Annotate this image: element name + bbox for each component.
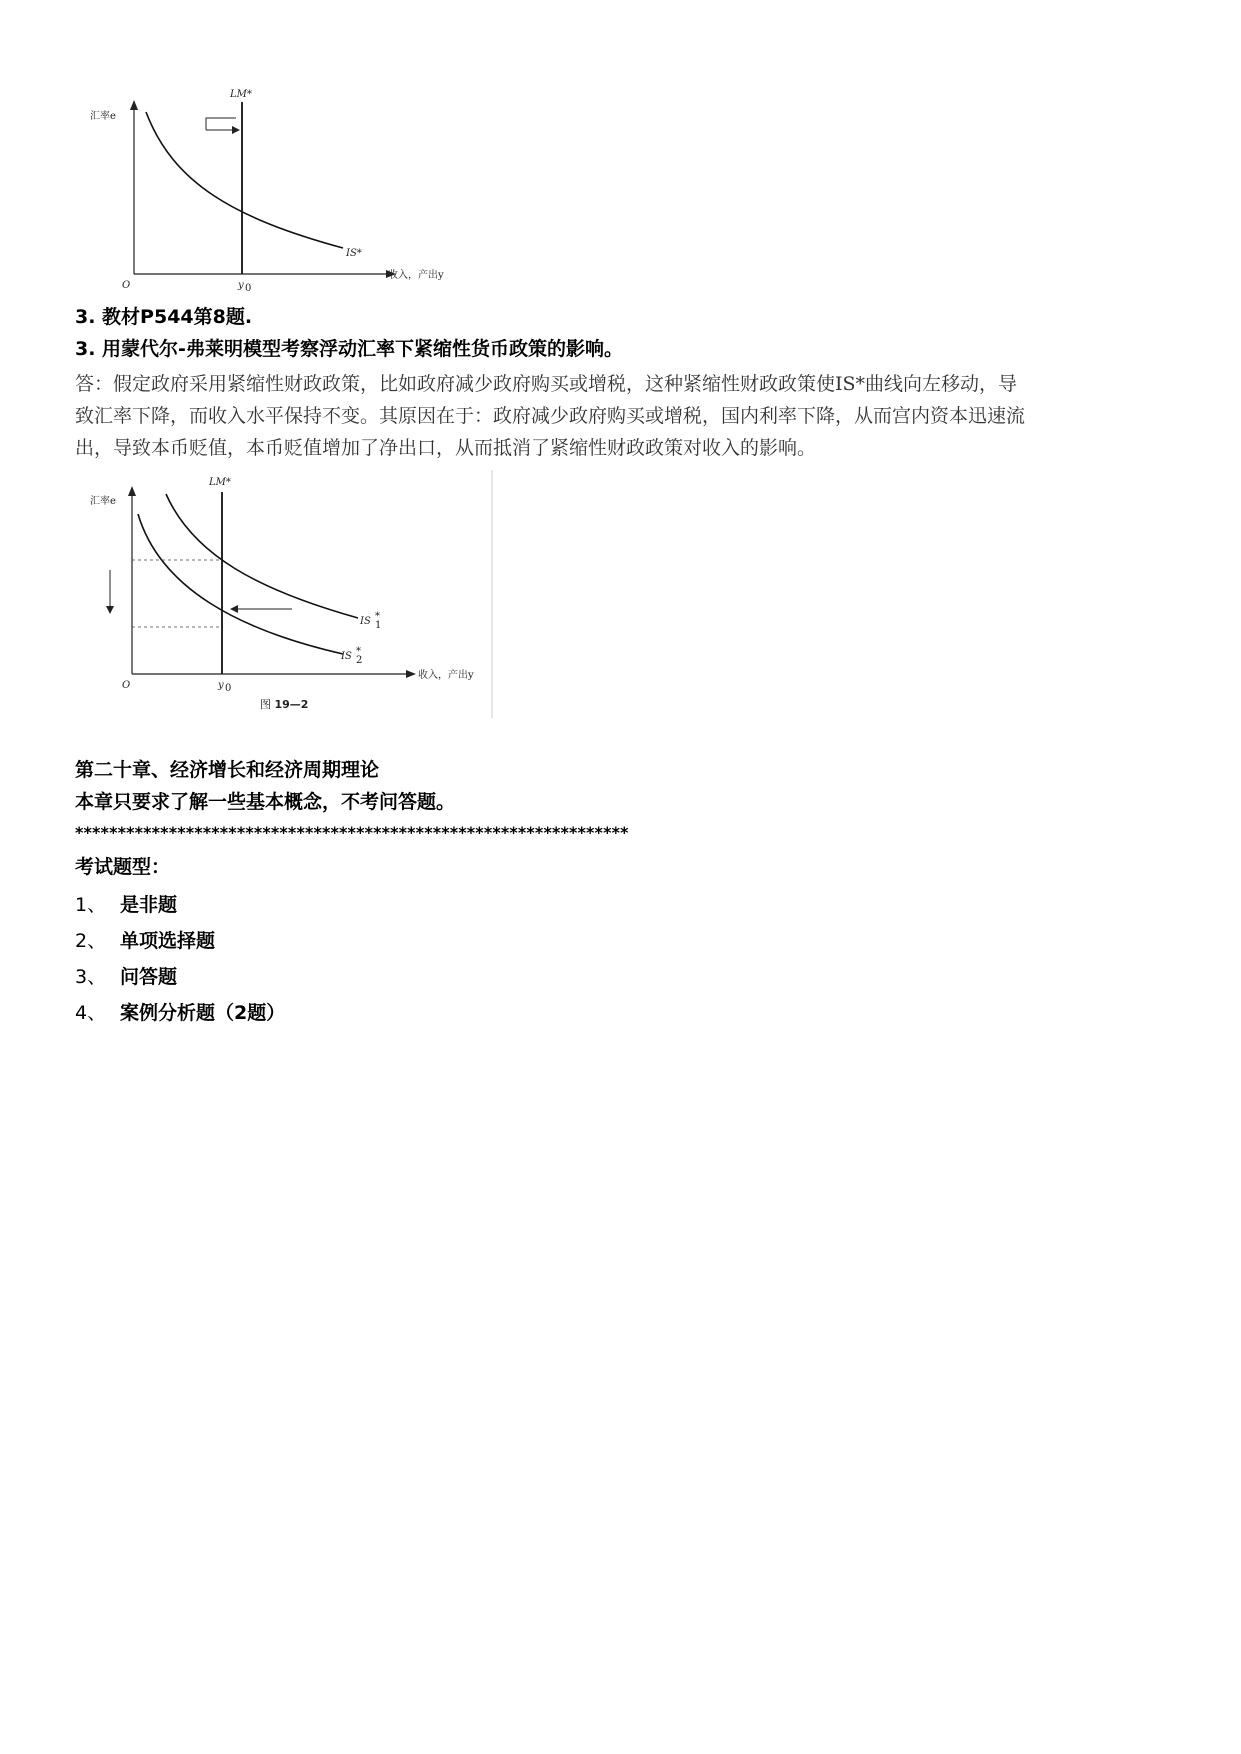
item-number: 3、 xyxy=(75,966,107,988)
origin-label: O xyxy=(122,280,131,291)
item-label: 单项选择题 xyxy=(120,930,216,952)
origin-label: O xyxy=(122,680,131,691)
item-label: 是非题 xyxy=(120,894,178,916)
is-curve xyxy=(146,112,343,248)
is2-subscript: 2 xyxy=(356,655,363,666)
item-label: 案例分析题（2题） xyxy=(120,1002,286,1024)
question-3-title: 3. 用蒙代尔-弗莱明模型考察浮动汇率下紧缩性货币政策的影响。 xyxy=(75,338,623,360)
item-number: 1、 xyxy=(75,894,107,916)
answer-paragraph xyxy=(75,368,1175,464)
exam-type-item xyxy=(75,926,215,953)
chapter-note: 本章只要求了解一些基本概念，不考问答题。 xyxy=(75,791,456,813)
answer-line: 出，导致本币贬值，本币贬值增加了净出口，从而抵消了紧缩性财政政策对收入的影响。 xyxy=(75,437,817,459)
y-axis-label: 汇率e xyxy=(90,496,116,507)
item-number: 4、 xyxy=(75,1002,107,1024)
y-axis-label: 汇率e xyxy=(90,111,116,122)
x-axis-label: 收入，产出y xyxy=(418,670,474,681)
y0-label: y xyxy=(218,680,224,691)
is1-star: * xyxy=(375,611,380,622)
is1-label: IS xyxy=(360,616,371,627)
is2-star: * xyxy=(356,646,361,657)
lm-label: LM* xyxy=(209,477,231,488)
is2-curve xyxy=(138,514,343,654)
answer-line: 致汇率下降，而收入水平保持不变。其原因在于：政府减少政府购买或增税，国内利率下降，从而宫内资本迅速流 xyxy=(75,405,1026,427)
figure-19-2 xyxy=(88,470,498,720)
separator-line: ***************************************************************** xyxy=(75,823,629,842)
exam-heading: 考试题型： xyxy=(75,856,171,878)
question-3-reference: 3. 教材P544第8题. xyxy=(75,306,253,328)
exam-type-item xyxy=(75,890,177,917)
answer-line: 答：假定政府采用紧缩性财政政策，比如政府减少政府购买或增税，这种紧缩性财政政策使IS*曲线向左移动，导 xyxy=(75,373,1018,395)
y0-subscript: 0 xyxy=(245,283,252,294)
exam-type-item xyxy=(75,962,177,989)
is2-label: IS xyxy=(341,651,352,662)
item-label: 问答题 xyxy=(120,966,178,988)
chapter-title: 第二十章、经济增长和经济周期理论 xyxy=(75,759,380,781)
figure-caption: 图 19—2 xyxy=(260,698,309,711)
is1-subscript: 1 xyxy=(375,620,382,631)
is1-curve xyxy=(166,494,358,618)
lm-label: LM* xyxy=(230,89,252,100)
y0-subscript: 0 xyxy=(225,683,232,694)
x-axis-label: 收入，产出y xyxy=(388,270,444,281)
is-label: IS* xyxy=(346,248,362,259)
exam-type-item xyxy=(75,998,285,1025)
figure-1-mundell-fleming xyxy=(88,88,468,294)
y0-label: y xyxy=(238,280,244,291)
item-number: 2、 xyxy=(75,930,107,952)
